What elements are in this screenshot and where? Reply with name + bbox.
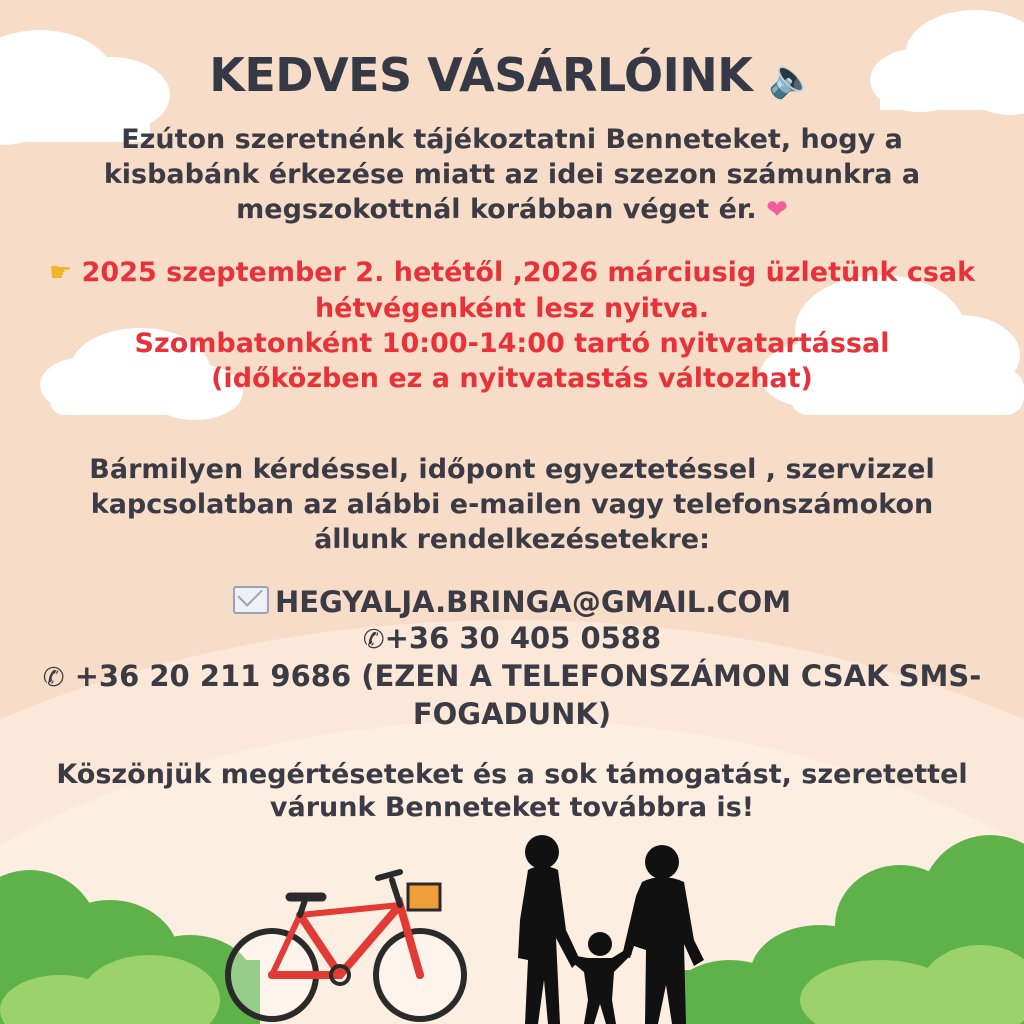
page-title [0, 48, 1024, 102]
notice-line: hétvégenként lesz nyitva. [314, 293, 710, 324]
pointing-hand-icon: ☛ [48, 258, 73, 288]
envelope-icon [233, 586, 269, 614]
phone-icon: ✆ [42, 663, 65, 693]
intro-line: Ezúton szeretnénk tájékoztatni Benneteket, hogy a [121, 124, 903, 155]
intro-text [0, 122, 1024, 228]
thanks-line: Köszönjük megértéseteket és a sok támogatást, szeretettel [56, 759, 968, 790]
intro-line-text: megszokottnál korábban véget ér. [236, 194, 757, 225]
email-address[interactable]: HEGYALJA.BRINGA@GMAIL.COM [274, 585, 792, 619]
phone-line-continued: FOGADUNK) [412, 697, 612, 731]
phone-number-2[interactable]: +36 20 211 9686 (EZEN A TELEFONSZÁMON CSAK SMS- [74, 659, 982, 693]
intro-line [0, 192, 1024, 228]
title-text: KEDVES VÁSÁRLÓINK [209, 48, 753, 102]
phone-line [0, 658, 1024, 696]
phone-icon: ✆ [362, 625, 385, 655]
contact-details [0, 584, 1024, 732]
speaker-icon: 🔈 [767, 56, 815, 100]
phone-line [0, 620, 1024, 658]
contact-line: állunk rendelkezésetekre: [314, 524, 710, 555]
notice-line: (időközben ez a nyitvatastás változhat) [211, 363, 813, 394]
notice-line [0, 255, 1024, 291]
opening-hours-notice [0, 255, 1024, 396]
thanks-line: várunk Benneteket továbbra is! [269, 792, 755, 823]
email-line [0, 584, 1024, 620]
notice-line-text: 2025 szeptember 2. hetétől ,2026 márciusig üzletünk csak [81, 257, 976, 288]
notice-line: Szombatonként 10:00-14:00 tartó nyitvatartással [134, 328, 890, 359]
heart-icon: ❤ [766, 195, 788, 225]
thank-you-text [0, 758, 1024, 824]
contact-line: kapcsolatban az alábbi e-mailen vagy telefonszámokon [90, 489, 934, 520]
phone-number-1[interactable]: +36 30 405 0588 [384, 621, 662, 655]
contact-intro [0, 452, 1024, 557]
intro-line: kisbabánk érkezése miatt az idei szezon számunkra a [103, 159, 921, 190]
contact-line: Bármilyen kérdéssel, időpont egyeztetéssel , szervizzel [89, 454, 935, 485]
